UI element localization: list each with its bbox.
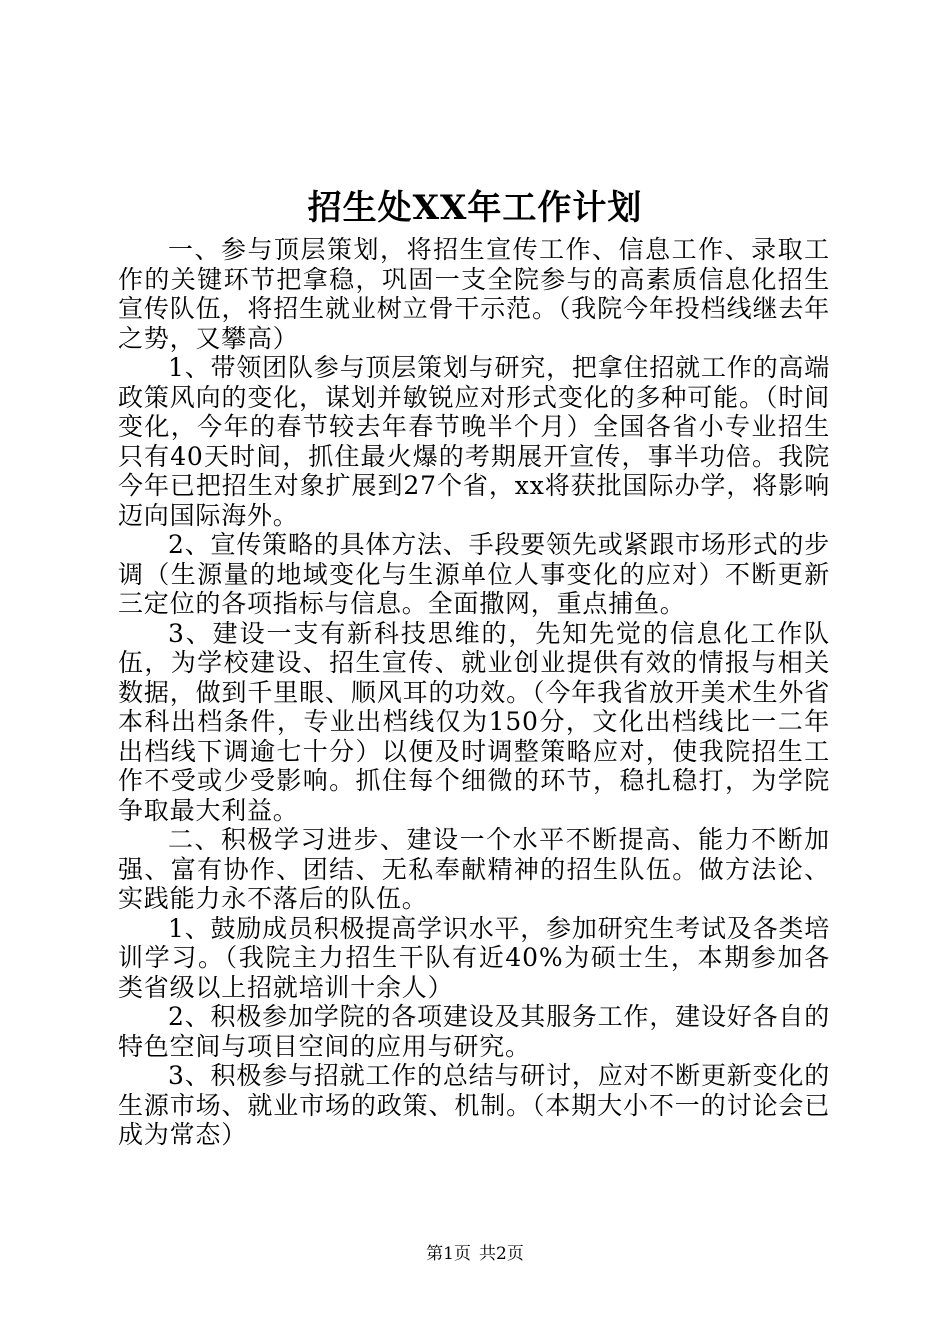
paragraph-6: 1、鼓励成员积极提高学识水平，参加研究生考试及各类培训学习。（我院主力招生干队有近40%为硕士生，本期参加各类省级以上招就培训十余人） (118, 913, 830, 1002)
document-title: 招生处XX年工作计划 (307, 188, 643, 228)
paragraph-4: 3、建设一支有新科技思维的，先知先觉的信息化工作队伍，为学校建设、招生宣传、就业创业提供有效的情报与相关数据，做到千里眼、顺风耳的功效。（今年我省放开美术生外省本科出档条件，专业出档线仅为150分，文化出档线比一二年出档线下调逾七十分）以便及时调整策略应对，使我院招生工作不受或少受影响。抓住每个细微的环节，稳扎稳打，为学院争取最大利益。 (118, 618, 830, 825)
page-number-total: 共2页 (479, 1244, 524, 1264)
paragraph-5: 二、积极学习进步、建设一个水平不断提高、能力不断加强、富有协作、团结、无私奉献精神的招生队伍。做方法论、实践能力永不落后的队伍。 (118, 825, 830, 913)
paragraph-8: 3、积极参与招就工作的总结与研讨，应对不断更新变化的生源市场、就业市场的政策、机制。（本期大小不一的讨论会已成为常态） (118, 1061, 830, 1149)
page-footer (0, 1242, 950, 1266)
document-body (118, 235, 830, 1150)
paragraph-3: 2、宣传策略的具体方法、手段要领先或紧跟市场形式的步调（生源量的地域变化与生源单位人事变化的应对）不断更新三定位的各项指标与信息。全面撒网，重点捕鱼。 (118, 530, 830, 618)
paragraph-2: 1、带领团队参与顶层策划与研究，把拿住招就工作的高端政策风向的变化，谋划并敏锐应对形式变化的多种可能。（时间变化，今年的春节较去年春节晚半个月）全国各省小专业招生只有40天时间，抓住最火爆的考期展开宣传，事半功倍。我院今年已把招生对象扩展到27个省，xx将获批国际办学，将影响迈向国际海外。 (118, 353, 830, 530)
page-number-current: 第1页 (426, 1244, 471, 1264)
paragraph-1: 一、参与顶层策划，将招生宣传工作、信息工作、录取工作的关键环节把拿稳，巩固一支全院参与的高素质信息化招生宣传队伍，将招生就业树立骨干示范。（我院今年投档线继去年之势，又攀高） (118, 235, 830, 353)
paragraph-7: 2、积极参加学院的各项建设及其服务工作，建设好各自的特色空间与项目空间的应用与研究。 (118, 1002, 830, 1061)
